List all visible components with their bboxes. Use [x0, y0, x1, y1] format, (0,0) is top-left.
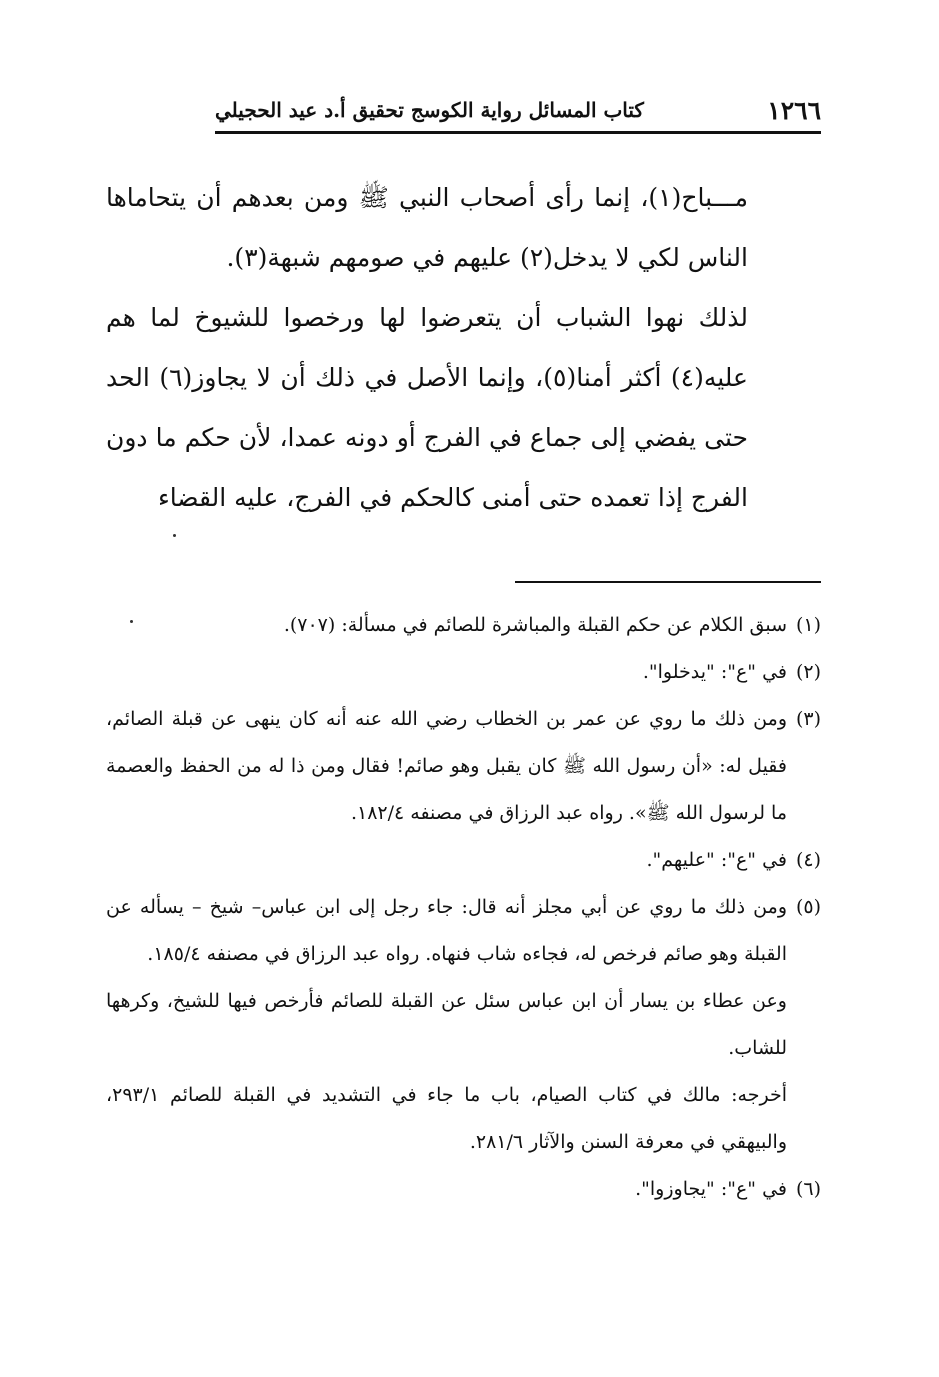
footnote-text: سبق الكلام عن حكم القبلة والمباشرة للصائم في مسألة: (٧٠٧).	[283, 614, 787, 636]
footnotes	[106, 602, 821, 1213]
footnote-number: (٣)	[795, 708, 821, 730]
footnote	[106, 1166, 821, 1213]
footnote-continuation: أخرجه: مالك في كتاب الصيام، باب ما جاء في التشديد في القبلة للصائم ٢٩٣/١، والبيهقي في معرفة السنن والآثار ٢٨١/٦.	[106, 1084, 787, 1153]
footnote-number: (٤)	[795, 849, 821, 871]
main-text	[106, 168, 748, 528]
footnote-text: ومن ذلك ما روي عن عمر بن الخطاب رضي الله عنه أنه كان ينهى عن قبلة الصائم، فقيل له: «أن رسول الله ﷺ كان يقبل وهو صائم! فقال ومن ذا له من الحفظ والعصمة ما لرسول الله ﷺ». رواه عبد الرزاق في مصنفه ١٨٢/٤.	[106, 708, 787, 824]
footnote-text: في "ع": "عليهم".	[646, 849, 787, 871]
footnote-number: (٢)	[795, 661, 821, 683]
page-number: ١٢٦٦	[767, 95, 821, 125]
footnote	[106, 884, 821, 978]
footnote-number: (٥)	[795, 896, 821, 918]
footnote-number: (١)	[795, 614, 821, 636]
footnote-text: ومن ذلك ما روي عن أبي مجلز أنه قال: جاء رجل إلى ابن عباس– شيخ – يسأله عن القبلة وهو صائم فرخص له، فجاءه شاب فنهاه. رواه عبد الرزاق في مصنفه ١٨٥/٤.	[106, 896, 787, 965]
page-header	[215, 92, 821, 128]
footnote-rule	[515, 581, 821, 583]
body-paragraph: لذلك نهوا الشباب أن يتعرضوا لها ورخصوا للشيوخ لما هم عليه(٤) أكثر أمنا(٥)، وإنما الأصل في ذلك أن لا يجاوز(٦) الحد حتى يفضي إلى جماع في الفرج أو دونه عمدا، لأن حكم ما دون الفرج إذا تعمده حتى أمنى كالحكم في الفرج، عليه القضاء	[106, 303, 748, 512]
footnote-text: في "ع": "يدخلوا".	[642, 661, 787, 683]
footnote	[106, 837, 821, 884]
footnote-continuation: وعن عطاء بن يسار أن ابن عباس سئل عن القبلة للصائم فأرخص فيها للشيخ، وكرهها للشاب.	[106, 990, 787, 1059]
speck-mark	[173, 534, 176, 537]
footnote-text: في "ع": "يجاوزوا".	[635, 1178, 787, 1200]
footnote-number: (٦)	[795, 1178, 821, 1200]
running-title: كتاب المسائل رواية الكوسج تحقيق أ.د عيد الحجيلي	[215, 98, 644, 122]
footnote	[106, 696, 821, 837]
header-rule	[215, 131, 821, 134]
footnote	[106, 649, 821, 696]
body-paragraph: مـــباح(١)، إنما رأى أصحاب النبي ﷺ ومن بعدهم أن يتحاماها الناس لكي لا يدخل(٢) عليهم في صومهم شبهة(٣).	[106, 183, 748, 272]
footnote	[106, 602, 821, 649]
